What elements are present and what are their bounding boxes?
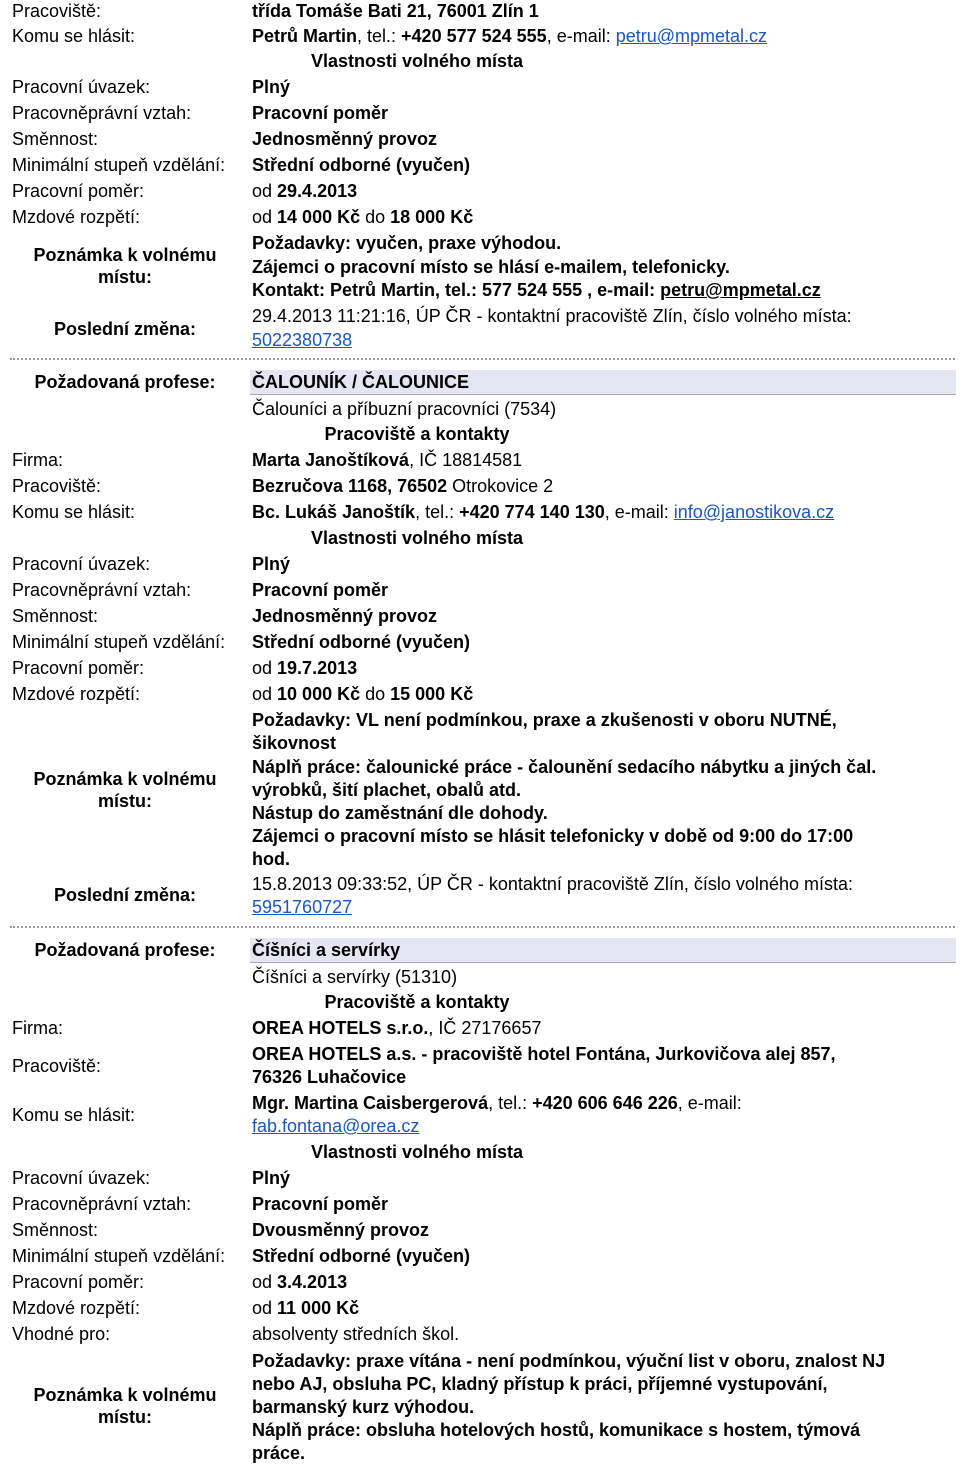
note-line: Nástup do zaměstnání dle dohody. xyxy=(252,803,548,823)
vacancy-number-link[interactable]: 5951760727 xyxy=(252,897,353,917)
section-title-contacts: Pracoviště a kontakty xyxy=(324,424,510,444)
profession-label: Požadovaná profese: xyxy=(34,940,216,960)
education-value: Střední odborné (vyučen) xyxy=(252,155,471,175)
contact-name: Bc. Lukáš Janoštík xyxy=(252,502,416,522)
start-date: 29.4.2013 xyxy=(277,181,358,201)
note-line: hod. xyxy=(252,849,290,869)
contact-label: Komu se hlásit: xyxy=(12,26,136,46)
start-date-label: Pracovní poměr: xyxy=(12,658,145,678)
workplace-label: Pracoviště: xyxy=(12,1,102,21)
company-name: OREA HOTELS s.r.o. xyxy=(252,1018,429,1038)
note-label-line2: místu: xyxy=(98,1407,152,1427)
company-ic: , IČ 27176657 xyxy=(428,1018,542,1038)
listing-separator xyxy=(10,358,955,360)
contact-email-line xyxy=(252,1115,419,1137)
employment-relation-label: Pracovněprávní vztah: xyxy=(12,580,192,600)
workload-label: Pracovní úvazek: xyxy=(12,1168,151,1188)
contact-label: Komu se hlásit: xyxy=(12,1105,136,1125)
section-title-properties: Vlastnosti volného místa xyxy=(310,51,524,71)
section-title-properties: Vlastnosti volného místa xyxy=(310,528,524,548)
section-title-contacts: Pracoviště a kontakty xyxy=(324,992,510,1012)
salary-value xyxy=(252,1297,359,1319)
education-value: Střední odborné (vyučen) xyxy=(252,1246,471,1266)
note-contact-email: petru@mpmetal.cz xyxy=(660,280,821,300)
workplace-street: Bezručova 1168, 76502 xyxy=(252,476,453,496)
shift-label: Směnnost: xyxy=(12,129,99,149)
shift-label: Směnnost: xyxy=(12,606,99,626)
note-line: Zájemci o pracovní místo se hlásí e-mailem, telefonicky. xyxy=(252,257,730,277)
contact-tel: +420 606 646 226 xyxy=(532,1093,678,1113)
shift-value: Jednosměnný provoz xyxy=(252,129,438,149)
salary-value xyxy=(252,683,473,705)
workplace-label: Pracoviště: xyxy=(12,1056,102,1076)
contact-value xyxy=(252,25,767,47)
note-line: Náplň práce: čalounické práce - čalounění sedacího nábytku a jiných čal. xyxy=(252,757,877,777)
last-change-value: 29.4.2013 11:21:16, ÚP ČR - kontaktní pracoviště Zlín, číslo volného místa: xyxy=(252,306,852,326)
salary-max: 18 000 Kč xyxy=(390,207,474,227)
note-label-line2: místu: xyxy=(98,791,152,811)
contact-name: Mgr. Martina Caisbergerová xyxy=(252,1093,489,1113)
note-line: výrobků, šití plachet, obalů atd. xyxy=(252,780,522,800)
salary-from-word: od xyxy=(252,684,278,704)
note-line: Náplň práce: obsluha hotelových hostů, komunikace s hostem, týmová xyxy=(252,1420,861,1440)
section-title-properties: Vlastnosti volného místa xyxy=(310,1142,524,1162)
start-date: 19.7.2013 xyxy=(277,658,358,678)
vacancy-number-link[interactable]: 5022380738 xyxy=(252,330,353,350)
contact-email-prefix: , e-mail: xyxy=(604,502,674,522)
start-date: 3.4.2013 xyxy=(277,1272,348,1292)
note-line: Zájemci o pracovní místo se hlásit telefonicky v době od 9:00 do 17:00 xyxy=(252,826,854,846)
contact-tel-prefix: , tel.: xyxy=(488,1093,533,1113)
note-label xyxy=(12,244,238,288)
last-change-value: 15.8.2013 09:33:52, ÚP ČR - kontaktní pracoviště Zlín, číslo volného místa: xyxy=(252,874,853,894)
education-label: Minimální stupeň vzdělání: xyxy=(12,1246,226,1266)
start-date-prefix: od xyxy=(252,181,278,201)
shift-value: Dvousměnný provoz xyxy=(252,1220,430,1240)
salary-label: Mzdové rozpětí: xyxy=(12,207,141,227)
workplace-city: Otrokovice 2 xyxy=(452,476,554,496)
last-change-label: Poslední změna: xyxy=(53,319,197,339)
contact-email-prefix: , e-mail: xyxy=(546,26,616,46)
vacancy-number xyxy=(252,329,352,351)
company-label: Firma: xyxy=(12,450,63,470)
contact-email-prefix: , e-mail: xyxy=(677,1093,742,1113)
salary-from-word: od xyxy=(252,1298,278,1318)
workload-value: Plný xyxy=(252,77,291,97)
workload-value: Plný xyxy=(252,554,291,574)
note-line: barmanský kurz výhodou. xyxy=(252,1397,475,1417)
contact-email-link[interactable]: fab.fontana@orea.cz xyxy=(252,1116,420,1136)
profession-subtitle: Číšníci a servírky (51310) xyxy=(252,967,458,987)
profession-value: ČALOUNÍK / ČALOUNICE xyxy=(252,372,469,392)
salary-value xyxy=(252,206,473,228)
salary-from-word: od xyxy=(252,207,278,227)
workload-label: Pracovní úvazek: xyxy=(12,554,151,574)
shift-label: Směnnost: xyxy=(12,1220,99,1240)
contact-value xyxy=(252,501,834,523)
note-line: šikovnost xyxy=(252,733,337,753)
note-line: nebo AJ, obsluha PC, kladný přístup k práci, příjemné vystupování, xyxy=(252,1374,828,1394)
contact-value xyxy=(252,1092,742,1114)
salary-min: 14 000 Kč xyxy=(277,207,361,227)
education-label: Minimální stupeň vzdělání: xyxy=(12,155,226,175)
contact-tel-prefix: , tel.: xyxy=(415,502,460,522)
note-label-line1: Poznámka k volnému xyxy=(33,769,217,789)
workload-value: Plný xyxy=(252,1168,291,1188)
note-label-line1: Poznámka k volnému xyxy=(33,245,217,265)
company-value xyxy=(252,449,522,471)
workplace-line1: OREA HOTELS a.s. - pracoviště hotel Fontána, Jurkovičova alej 857, xyxy=(252,1044,836,1064)
salary-min: 10 000 Kč xyxy=(277,684,361,704)
note-line: Požadavky: praxe vítána - není podmínkou, výuční list v oboru, znalost NJ xyxy=(252,1351,886,1371)
employment-relation-value: Pracovní poměr xyxy=(252,580,389,600)
salary-label: Mzdové rozpětí: xyxy=(12,684,141,704)
shift-value: Jednosměnný provoz xyxy=(252,606,438,626)
salary-to-word: do xyxy=(360,684,391,704)
employment-relation-value: Pracovní poměr xyxy=(252,1194,389,1214)
start-date-label: Pracovní poměr: xyxy=(12,181,145,201)
suitable-for-value: absolventy středních škol. xyxy=(252,1324,460,1344)
start-date-value xyxy=(252,180,357,202)
contact-label: Komu se hlásit: xyxy=(12,502,136,522)
contact-tel: +420 577 524 555 xyxy=(401,26,547,46)
salary-to-word: do xyxy=(360,207,391,227)
start-date-prefix: od xyxy=(252,658,278,678)
note-label-line2: místu: xyxy=(98,267,152,287)
note-label-line1: Poznámka k volnému xyxy=(33,1385,217,1405)
contact-email-link[interactable]: info@janostikova.cz xyxy=(673,502,835,522)
salary-max: 15 000 Kč xyxy=(390,684,474,704)
workload-label: Pracovní úvazek: xyxy=(12,77,151,97)
start-date-prefix: od xyxy=(252,1272,278,1292)
company-label: Firma: xyxy=(12,1018,63,1038)
education-value: Střední odborné (vyučen) xyxy=(252,632,471,652)
company-name: Marta Janoštíková xyxy=(252,450,410,470)
contact-name: Petrů Martin xyxy=(252,26,358,46)
company-value xyxy=(252,1017,541,1039)
note-label xyxy=(12,768,238,812)
employment-relation-label: Pracovněprávní vztah: xyxy=(12,1194,192,1214)
employment-relation-value: Pracovní poměr xyxy=(252,103,389,123)
note-line xyxy=(252,279,821,301)
salary-min: 11 000 Kč xyxy=(277,1298,360,1318)
suitable-for-label: Vhodné pro: xyxy=(12,1324,111,1344)
salary-label: Mzdové rozpětí: xyxy=(12,1298,141,1318)
vacancy-number xyxy=(252,896,352,918)
start-date-value xyxy=(252,1271,347,1293)
note-line: Požadavky: vyučen, praxe výhodou. xyxy=(252,233,562,253)
contact-tel-prefix: , tel.: xyxy=(357,26,402,46)
employment-relation-label: Pracovněprávní vztah: xyxy=(12,103,192,123)
listing-separator xyxy=(10,926,955,928)
profession-value: Číšníci a servírky xyxy=(252,940,401,960)
workplace-label: Pracoviště: xyxy=(12,476,102,496)
note-line: Požadavky: VL není podmínkou, praxe a zkušenosti v oboru NUTNÉ, xyxy=(252,710,837,730)
note-label xyxy=(12,1384,238,1428)
start-date-label: Pracovní poměr: xyxy=(12,1272,145,1292)
workplace-line2: 76326 Luhačovice xyxy=(252,1067,407,1087)
note-contact-text: Kontakt: Petrů Martin, tel.: 577 524 555 , e-mail: xyxy=(252,280,661,300)
profession-subtitle: Čalouníci a příbuzní pracovníci (7534) xyxy=(252,399,557,419)
education-label: Minimální stupeň vzdělání: xyxy=(12,632,226,652)
contact-email-link[interactable]: petru@mpmetal.cz xyxy=(615,26,768,46)
note-line: práce. xyxy=(252,1443,306,1463)
contact-tel: +420 774 140 130 xyxy=(459,502,605,522)
workplace-value: třída Tomáše Bati 21, 76001 Zlín 1 xyxy=(252,1,539,21)
start-date-value xyxy=(252,657,357,679)
company-ic: , IČ 18814581 xyxy=(409,450,523,470)
workplace-value xyxy=(252,475,553,497)
last-change-label: Poslední změna: xyxy=(53,885,197,905)
profession-label: Požadovaná profese: xyxy=(34,372,216,392)
